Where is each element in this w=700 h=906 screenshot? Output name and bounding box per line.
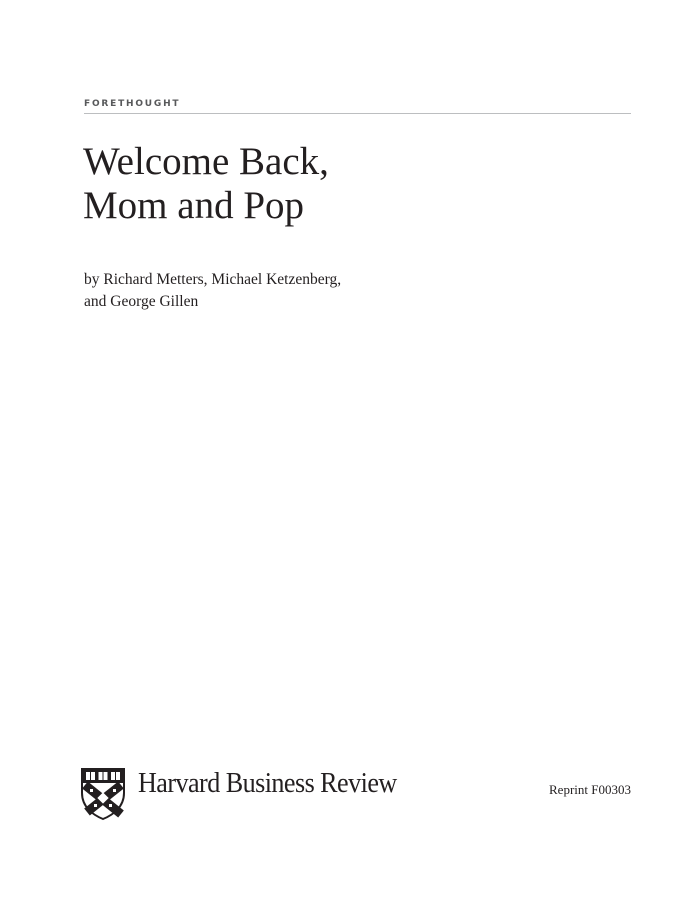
header-divider xyxy=(84,113,631,114)
author-byline xyxy=(84,269,341,313)
byline-line-2: and George Gillen xyxy=(84,293,199,310)
title-line-1: Welcome Back, xyxy=(83,140,329,183)
article-title xyxy=(83,140,329,228)
harvard-shield-icon xyxy=(80,767,126,821)
publication-logo xyxy=(80,766,400,822)
byline-line-1: by Richard Metters, Michael Ketzenberg, xyxy=(84,271,342,288)
publication-name: Harvard Business Review xyxy=(138,767,397,799)
section-label: FORETHOUGHT xyxy=(84,99,181,109)
reprint-number: Reprint F00303 xyxy=(549,782,631,797)
title-line-2: Mom and Pop xyxy=(83,184,305,227)
